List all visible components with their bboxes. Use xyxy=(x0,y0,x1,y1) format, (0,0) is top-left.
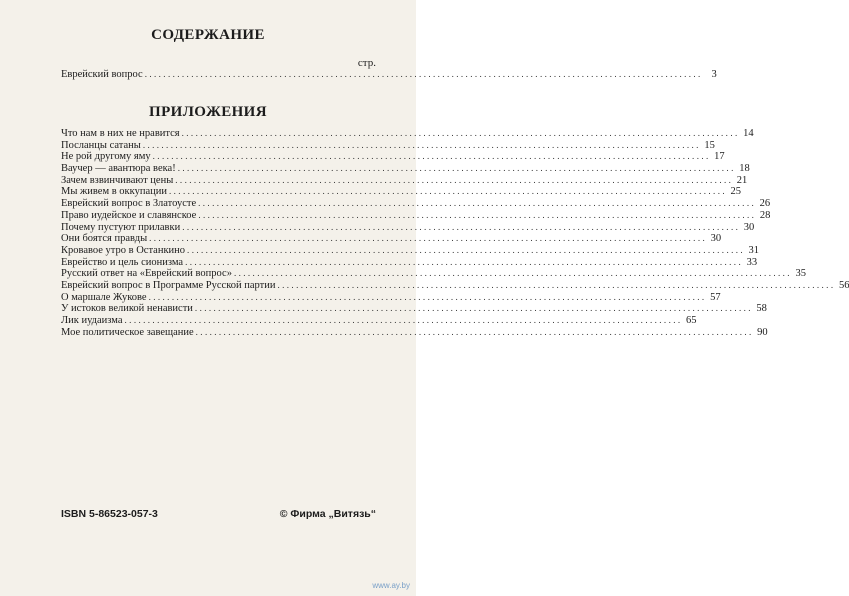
toc-entry-title: О маршале Жукове xyxy=(61,291,147,303)
toc-entry xyxy=(61,268,806,280)
toc-entry-page: 25 xyxy=(730,186,741,198)
toc-entry-title: Еврейство и цель сионизма xyxy=(61,256,184,268)
toc-leader-dots: ........................................................................................................................ xyxy=(144,69,703,79)
toc-leader-dots: ........................................................................................................................ xyxy=(148,291,707,302)
toc-leader-dots: ........................................................................................................................ xyxy=(152,151,711,162)
contents-heading: СОДЕРЖАНИЕ xyxy=(151,27,265,43)
toc-entry-page: 14 xyxy=(743,128,754,139)
toc-entry-title: Еврейский вопрос в Программе Русской партии xyxy=(61,279,276,291)
toc-entry-page: 35 xyxy=(795,268,806,280)
toc-entry xyxy=(61,303,767,315)
toc-entry xyxy=(61,151,725,163)
toc-entry xyxy=(61,221,755,234)
toc-entry-title: Право иудейское и славянское xyxy=(61,209,197,221)
toc-entry-title: Ваучер — авантюра века! xyxy=(61,163,176,175)
toc-entry xyxy=(61,279,849,292)
toc-entry-title: Зачем взвинчивают цены xyxy=(61,174,174,186)
toc-leader-dots: ........................................................................................................................ xyxy=(175,174,734,185)
toc-entry-title: Почему пустуют прилавки xyxy=(61,221,181,233)
appendix-toc-list xyxy=(61,128,849,338)
page-column-label: стр. xyxy=(357,57,376,69)
toc-leader-dots: ........................................................................................................................ xyxy=(277,279,836,290)
toc-entry-title: Кровавое утро в Останкино xyxy=(61,244,186,256)
toc-entry-title: Еврейский вопрос xyxy=(61,69,143,80)
toc-leader-dots: ........................................................................................................................ xyxy=(149,233,708,244)
toc-leader-dots: ........................................................................................................................ xyxy=(195,326,754,337)
toc-entry-page: 90 xyxy=(757,326,768,338)
toc-entry-title: Лик иудаизма xyxy=(61,315,123,326)
toc-entry-title: Они боятся правды xyxy=(61,233,148,245)
toc-entry-title: У истоков великой ненависти xyxy=(61,303,193,315)
toc-leader-dots: ........................................................................................................................ xyxy=(198,198,757,209)
toc-entry-title: Русский ответ на «Еврейский вопрос» xyxy=(61,268,232,280)
toc-entry-page: 18 xyxy=(739,163,750,175)
watermark: www.ay.by xyxy=(372,581,410,590)
toc-leader-dots: ........................................................................................................................ xyxy=(181,128,740,138)
toc-entry xyxy=(61,291,721,304)
toc-entry-title: Еврейский вопрос в Златоусте xyxy=(61,198,197,210)
toc-entry-page: 15 xyxy=(704,139,715,151)
toc-leader-dots: ........................................................................................................................ xyxy=(142,139,701,150)
toc-leader-dots: ........................................................................................................................ xyxy=(198,209,757,220)
toc-entry xyxy=(61,128,754,140)
toc-entry-page: 65 xyxy=(686,315,697,326)
toc-entry xyxy=(61,233,722,245)
main-toc-list xyxy=(61,69,717,81)
toc-entry-page: 56 xyxy=(838,279,849,291)
toc-leader-dots: ........................................................................................................................ xyxy=(177,163,736,174)
toc-entry xyxy=(61,186,741,198)
toc-entry xyxy=(61,198,771,210)
isbn: ISBN 5-86523-057-3 xyxy=(61,508,158,520)
toc-leader-dots: ........................................................................................................................ xyxy=(185,256,744,267)
toc-leader-dots: ........................................................................................................................ xyxy=(124,315,683,325)
toc-entry xyxy=(61,209,771,222)
toc-entry-page: 30 xyxy=(710,233,722,245)
toc-entry-page: 31 xyxy=(748,244,760,256)
toc-entry xyxy=(61,244,760,257)
toc-entry-title: Не рой другому яму xyxy=(61,151,151,163)
toc-entry-title: Мое политическое завещание xyxy=(61,326,194,338)
toc-leader-dots: ........................................................................................................................ xyxy=(187,244,746,255)
toc-entry xyxy=(61,139,715,152)
toc-entry-page: 30 xyxy=(743,221,755,233)
toc-entry-page: 57 xyxy=(710,291,721,303)
toc-entry xyxy=(61,174,748,187)
toc-entry-page: 21 xyxy=(736,174,748,186)
toc-entry-page: 26 xyxy=(759,198,771,210)
toc-leader-dots: ........................................................................................................................ xyxy=(194,303,753,314)
toc-entry xyxy=(61,256,758,269)
copyright: © Фирма „Витязь“ xyxy=(279,508,376,520)
toc-leader-dots: ........................................................................................................................ xyxy=(169,186,727,197)
toc-entry xyxy=(61,69,717,81)
toc-leader-dots: ........................................................................................................................ xyxy=(233,268,792,279)
toc-entry-page: 17 xyxy=(714,151,725,163)
toc-entry xyxy=(61,315,697,327)
toc-entry-page: 28 xyxy=(759,209,771,221)
toc-leader-dots: ........................................................................................................................ xyxy=(182,221,741,232)
toc-entry-page: 33 xyxy=(746,256,758,268)
appendix-heading: ПРИЛОЖЕНИЯ xyxy=(149,104,267,120)
toc-entry-title: Посланцы сатаны xyxy=(61,139,141,151)
toc-entry xyxy=(61,326,768,339)
toc-entry-page: 3 xyxy=(711,69,717,80)
toc-entry xyxy=(61,163,750,175)
toc-entry-page: 58 xyxy=(756,303,767,315)
toc-entry-title: Мы живем в оккупации xyxy=(61,186,167,198)
toc-entry-title: Что нам в них не нравится xyxy=(61,128,180,139)
